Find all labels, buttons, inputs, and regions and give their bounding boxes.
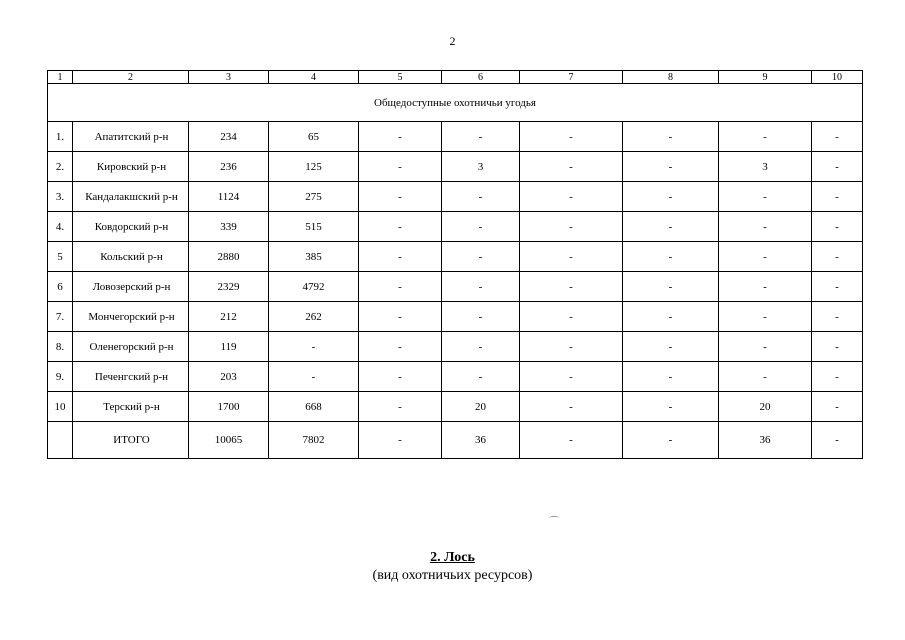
value-cell: - <box>812 332 863 362</box>
table-row <box>48 332 863 362</box>
value-cell: - <box>442 122 520 152</box>
section-subheading: (вид охотничьих ресурсов) <box>372 568 533 583</box>
value-cell: - <box>623 362 719 392</box>
value-cell: - <box>269 332 359 362</box>
table-row <box>48 272 863 302</box>
table-row <box>48 152 863 182</box>
row-number-cell: 2. <box>48 152 73 182</box>
value-cell: - <box>359 362 442 392</box>
district-name-cell: Ловозерский р-н <box>73 272 189 302</box>
value-cell: - <box>812 242 863 272</box>
row-number-cell: 9. <box>48 362 73 392</box>
column-header: 7 <box>520 71 623 84</box>
value-cell: 234 <box>189 122 269 152</box>
row-number-cell: 4. <box>48 212 73 242</box>
column-header: 3 <box>189 71 269 84</box>
total-value-cell: 7802 <box>269 422 359 459</box>
table-row <box>48 302 863 332</box>
value-cell: - <box>812 212 863 242</box>
value-cell: - <box>359 392 442 422</box>
value-cell: 212 <box>189 302 269 332</box>
value-cell: 1124 <box>189 182 269 212</box>
value-cell: - <box>623 122 719 152</box>
value-cell: - <box>719 182 812 212</box>
value-cell: 339 <box>189 212 269 242</box>
table-row <box>48 182 863 212</box>
value-cell: 275 <box>269 182 359 212</box>
value-cell: - <box>623 212 719 242</box>
value-cell: 2329 <box>189 272 269 302</box>
value-cell: - <box>520 122 623 152</box>
value-cell: - <box>359 212 442 242</box>
total-label-cell: ИТОГО <box>73 422 189 459</box>
value-cell: - <box>623 302 719 332</box>
column-header: 1 <box>48 71 73 84</box>
district-name-cell: Кольский р-н <box>73 242 189 272</box>
value-cell: - <box>520 272 623 302</box>
row-number-cell: 10 <box>48 392 73 422</box>
value-cell: - <box>623 152 719 182</box>
value-cell: 125 <box>269 152 359 182</box>
value-cell: - <box>812 152 863 182</box>
value-cell: - <box>719 362 812 392</box>
value-cell: - <box>442 212 520 242</box>
column-header: 6 <box>442 71 520 84</box>
value-cell: 203 <box>189 362 269 392</box>
value-cell: - <box>812 182 863 212</box>
district-name-cell: Апатитский р-н <box>73 122 189 152</box>
row-number-cell: 5 <box>48 242 73 272</box>
value-cell: - <box>442 332 520 362</box>
value-cell: - <box>719 212 812 242</box>
district-name-cell: Мончегорский р-н <box>73 302 189 332</box>
value-cell: - <box>812 272 863 302</box>
value-cell: 65 <box>269 122 359 152</box>
value-cell: - <box>269 362 359 392</box>
value-cell: - <box>359 152 442 182</box>
value-cell: - <box>520 242 623 272</box>
total-value-cell: - <box>812 422 863 459</box>
value-cell: - <box>719 242 812 272</box>
value-cell: - <box>442 242 520 272</box>
value-cell: 668 <box>269 392 359 422</box>
district-name-cell: Ковдорский р-н <box>73 212 189 242</box>
value-cell: 1700 <box>189 392 269 422</box>
value-cell: - <box>719 302 812 332</box>
hunting-resources-table <box>47 70 863 459</box>
value-cell: 4792 <box>269 272 359 302</box>
value-cell: - <box>719 332 812 362</box>
value-cell: - <box>812 362 863 392</box>
value-cell: 20 <box>442 392 520 422</box>
total-value-cell: - <box>359 422 442 459</box>
value-cell: 3 <box>442 152 520 182</box>
column-header: 4 <box>269 71 359 84</box>
row-number-cell: 6 <box>48 272 73 302</box>
value-cell: - <box>520 332 623 362</box>
column-header: 2 <box>73 71 189 84</box>
value-cell: - <box>812 302 863 332</box>
district-name-cell: Кандалакшский р-н <box>73 182 189 212</box>
value-cell: 236 <box>189 152 269 182</box>
value-cell: 20 <box>719 392 812 422</box>
value-cell: 3 <box>719 152 812 182</box>
row-number-cell: 7. <box>48 302 73 332</box>
row-number-cell: 3. <box>48 182 73 212</box>
column-header: 5 <box>359 71 442 84</box>
total-row <box>48 422 863 459</box>
value-cell: - <box>719 122 812 152</box>
value-cell: - <box>359 272 442 302</box>
district-name-cell: Оленегорский р-н <box>73 332 189 362</box>
section-title: Общедоступные охотничьи угодья <box>48 84 863 122</box>
total-value-cell: 36 <box>442 422 520 459</box>
district-name-cell: Печенгский р-н <box>73 362 189 392</box>
value-cell: 385 <box>269 242 359 272</box>
table-row <box>48 242 863 272</box>
section-heading-text: 2. Лось <box>430 550 475 565</box>
value-cell: 119 <box>189 332 269 362</box>
value-cell: 515 <box>269 212 359 242</box>
value-cell: - <box>623 272 719 302</box>
table-row <box>48 122 863 152</box>
value-cell: - <box>520 152 623 182</box>
value-cell: 2880 <box>189 242 269 272</box>
row-number-cell: 8. <box>48 332 73 362</box>
value-cell: - <box>719 272 812 302</box>
section-row <box>48 84 863 122</box>
value-cell: - <box>812 392 863 422</box>
value-cell: - <box>623 182 719 212</box>
value-cell: - <box>442 182 520 212</box>
total-value-cell: 36 <box>719 422 812 459</box>
value-cell: - <box>520 362 623 392</box>
district-name-cell: Терский р-н <box>73 392 189 422</box>
total-value-cell: - <box>520 422 623 459</box>
district-name-cell: Кировский р-н <box>73 152 189 182</box>
stray-mark: ⌒ <box>549 517 559 528</box>
value-cell: - <box>520 182 623 212</box>
row-number-cell: 1. <box>48 122 73 152</box>
table-row <box>48 212 863 242</box>
total-value-cell: 10065 <box>189 422 269 459</box>
value-cell: 262 <box>269 302 359 332</box>
table-row <box>48 392 863 422</box>
page-number: 2 <box>449 34 456 48</box>
value-cell: - <box>359 242 442 272</box>
section-heading <box>0 550 905 566</box>
column-header: 10 <box>812 71 863 84</box>
column-header: 9 <box>719 71 812 84</box>
value-cell: - <box>359 302 442 332</box>
value-cell: - <box>520 212 623 242</box>
column-number-row <box>48 71 863 84</box>
column-header: 8 <box>623 71 719 84</box>
total-value-cell <box>48 422 73 459</box>
value-cell: - <box>359 122 442 152</box>
value-cell: - <box>442 302 520 332</box>
value-cell: - <box>520 302 623 332</box>
total-value-cell: - <box>623 422 719 459</box>
value-cell: - <box>520 392 623 422</box>
value-cell: - <box>442 362 520 392</box>
value-cell: - <box>812 122 863 152</box>
value-cell: - <box>623 392 719 422</box>
value-cell: - <box>623 332 719 362</box>
value-cell: - <box>623 242 719 272</box>
value-cell: - <box>442 272 520 302</box>
value-cell: - <box>359 182 442 212</box>
value-cell: - <box>359 332 442 362</box>
table-row <box>48 362 863 392</box>
